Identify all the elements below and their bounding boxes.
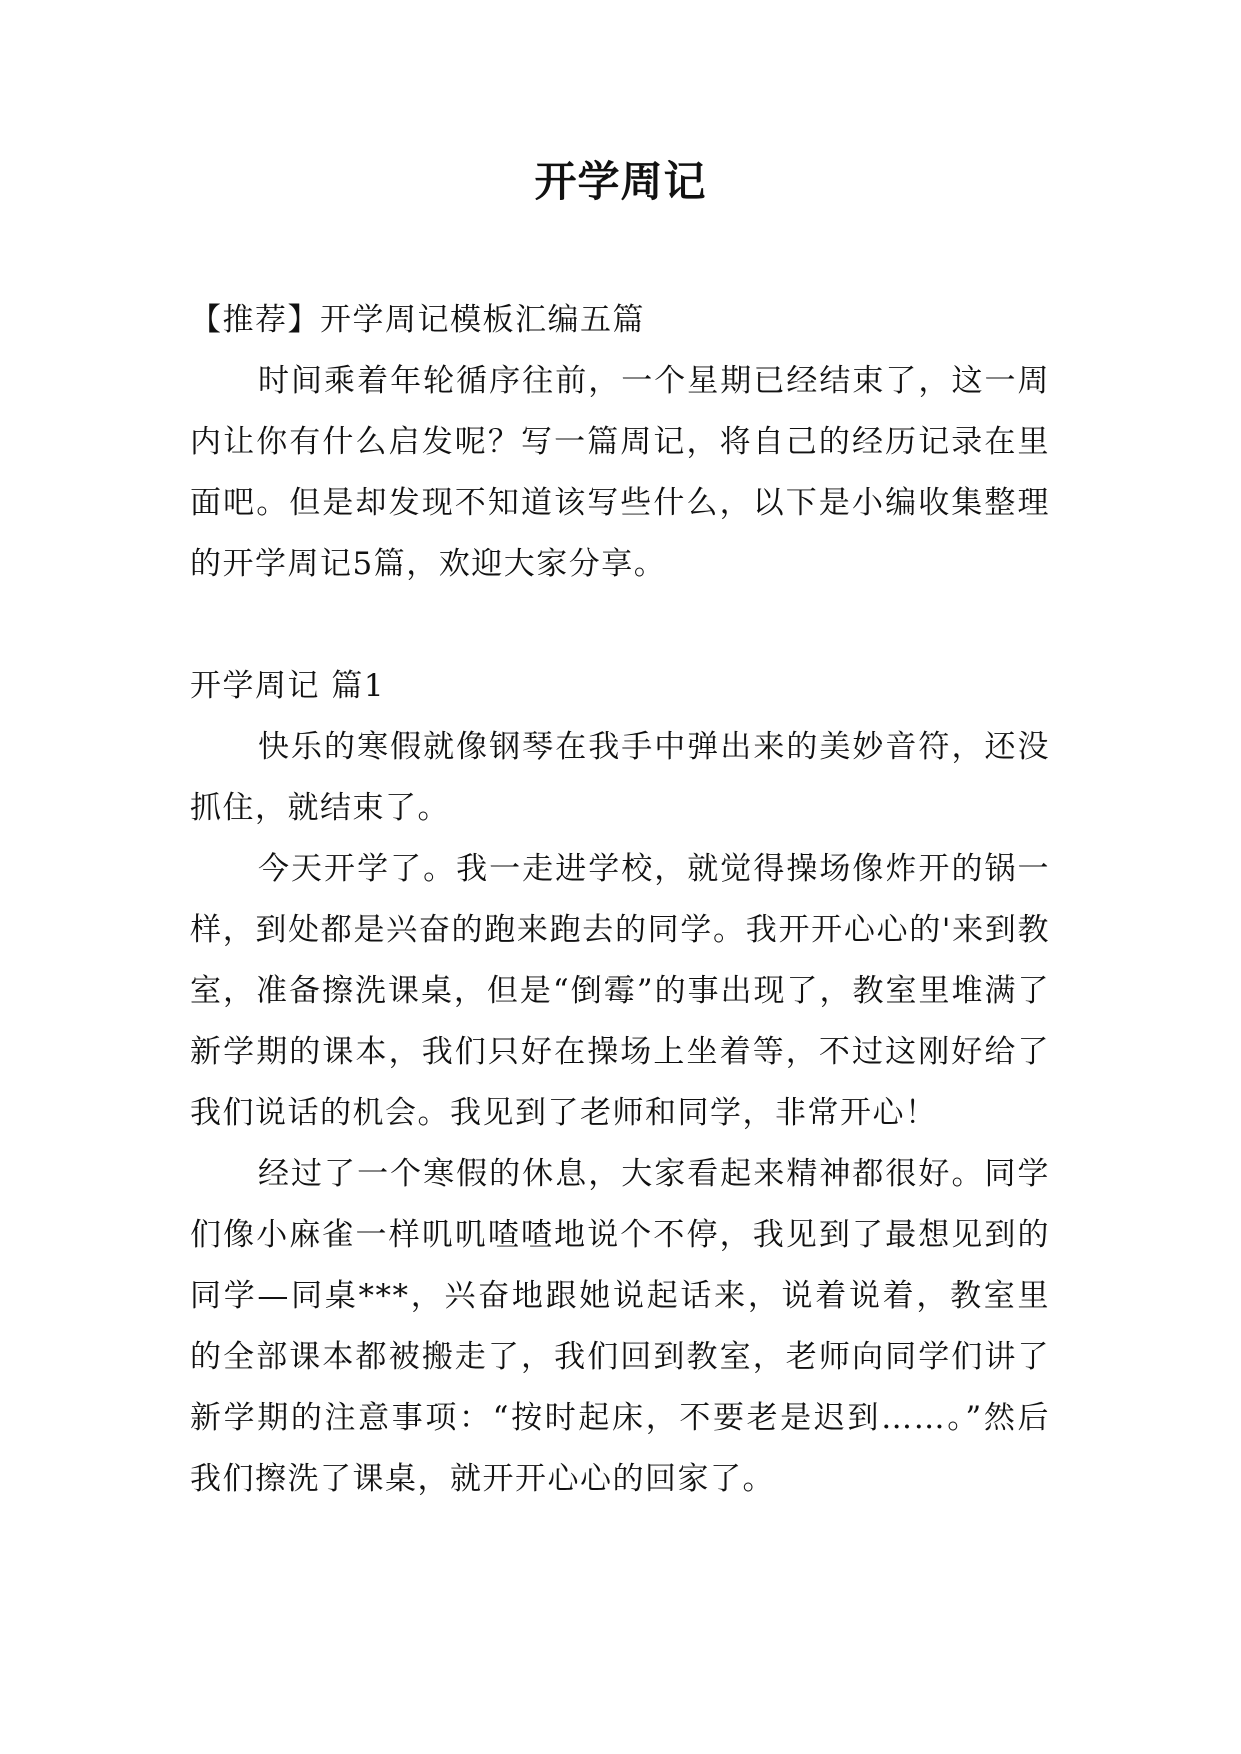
body-paragraph: 今天开学了。我一走进学校，就觉得操场像炸开的锅一样，到处都是兴奋的跑来跑去的同学。我开开心心的'来到教室，准备擦洗课桌，但是“倒霉”的事出现了，教室里堆满了新学期的课本，我们只好在操场上坐着等，不过这刚好给了我们说话的机会。我见到了老师和同学，非常开心！: [190, 851, 1050, 1131]
body-paragraph: 快乐的寒假就像钢琴在我手中弹出来的美妙音符，还没抓住，就结束了。: [190, 729, 1050, 826]
intro-paragraph: 时间乘着年轮循序往前，一个星期已经结束了，这一周内让你有什么启发呢？写一篇周记，将自己的经历记录在里面吧。但是却发现不知道该写些什么，以下是小编收集整理的开学周记5篇，欢迎大家分享。: [190, 363, 1050, 582]
body-paragraph: 经过了一个寒假的休息，大家看起来精神都很好。同学们像小麻雀一样叽叽喳喳地说个不停，我见到了最想见到的同学—同桌***，兴奋地跟她说起话来，说着说着，教室里的全部课本都被搬走了，我们回到教室，老师向同学们讲了新学期的注意事项：“按时起床，不要老是迟到……。”然后我们擦洗了课桌，就开开心心的回家了。: [190, 1156, 1050, 1497]
intro-heading: 【推荐】开学周记模板汇编五篇: [190, 302, 645, 338]
section-heading: 开学周记 篇1: [190, 668, 386, 704]
document-body: [190, 290, 1050, 1510]
document-title: 开学周记: [534, 157, 707, 206]
